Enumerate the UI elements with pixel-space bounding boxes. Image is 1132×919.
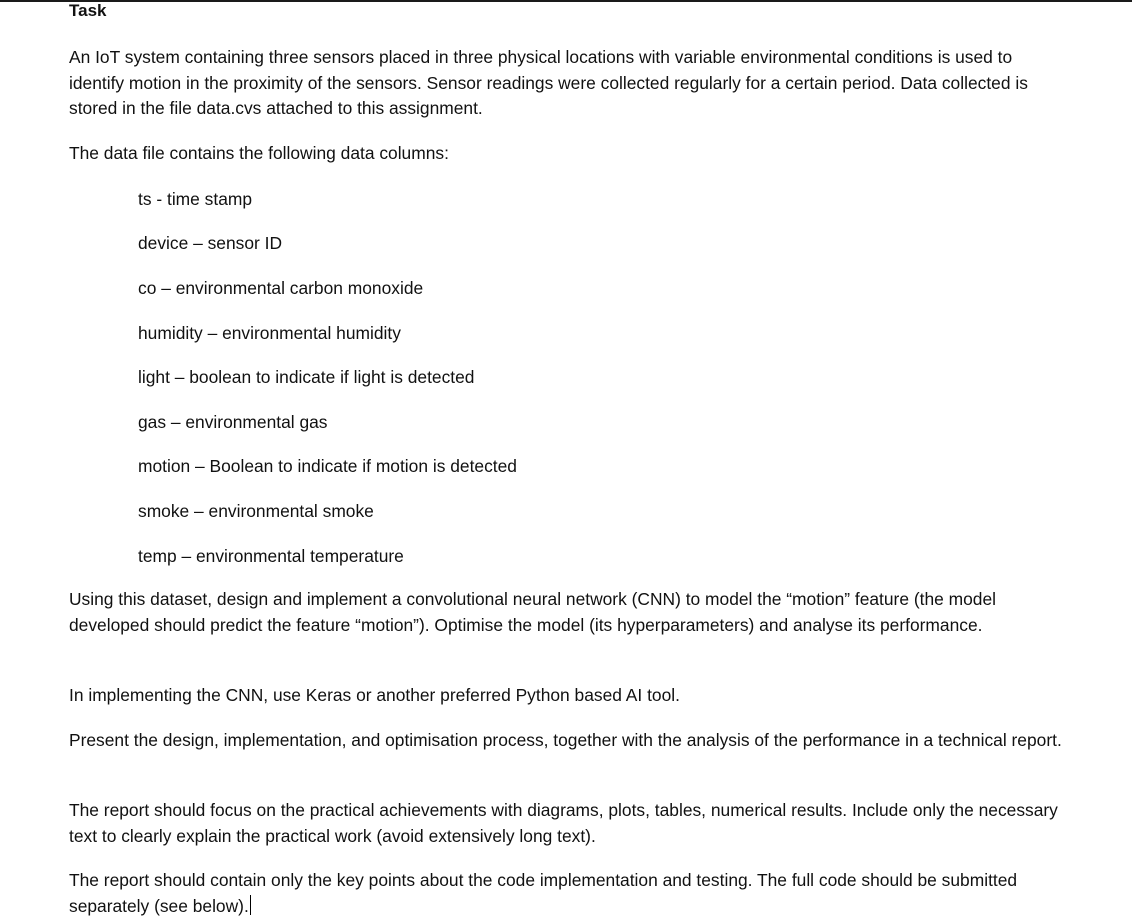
list-item-motion: motion – Boolean to indicate if motion is detected <box>138 456 517 476</box>
list-item-device: device – sensor ID <box>138 233 283 253</box>
list-item-light: light – boolean to indicate if light is detected <box>138 367 475 387</box>
present-paragraph: Present the design, implementation, and optimisation process, together with the analysis of the performance in a technical report. <box>69 730 1062 750</box>
tools-paragraph: In implementing the CNN, use Keras or another preferred Python based AI tool. <box>69 685 680 705</box>
task-heading: Task <box>69 1 107 20</box>
text-cursor <box>250 895 251 915</box>
columns-intro-paragraph: The data file contains the following data columns: <box>69 143 449 163</box>
list-item-ts: ts - time stamp <box>138 189 253 209</box>
task-paragraph: Using this dataset, design and implement a convolutional neural network (CNN) to model the “motion” feature (the model developed should predict the feature “motion”). Optimise the model (its hyperparameters) and analyse its performance. <box>69 589 997 635</box>
intro-paragraph: An IoT system containing three sensors placed in three physical locations with variable environmental conditions is used to identify motion in the proximity of the sensors. Sensor readings were collected regularly for a certain period. Data collected is stored in the file data.cvs attached to this assignment. <box>69 47 1028 118</box>
code-paragraph-text: The report should contain only the key points about the code implementation and testing. The full code should be submitted separately (see below). <box>69 870 1018 916</box>
code-paragraph <box>69 868 1069 919</box>
page-top-border <box>0 0 1132 2</box>
list-item-humidity: humidity – environmental humidity <box>138 323 401 343</box>
list-item-gas: gas – environmental gas <box>138 412 328 432</box>
list-item-smoke: smoke – environmental smoke <box>138 501 374 521</box>
list-item-temp: temp – environmental temperature <box>138 546 404 566</box>
list-item-co: co – environmental carbon monoxide <box>138 278 424 298</box>
focus-paragraph: The report should focus on the practical achievements with diagrams, plots, tables, numerical results. Include only the necessary text to clearly explain the practical work (avoid extensively long text). <box>69 800 1058 846</box>
